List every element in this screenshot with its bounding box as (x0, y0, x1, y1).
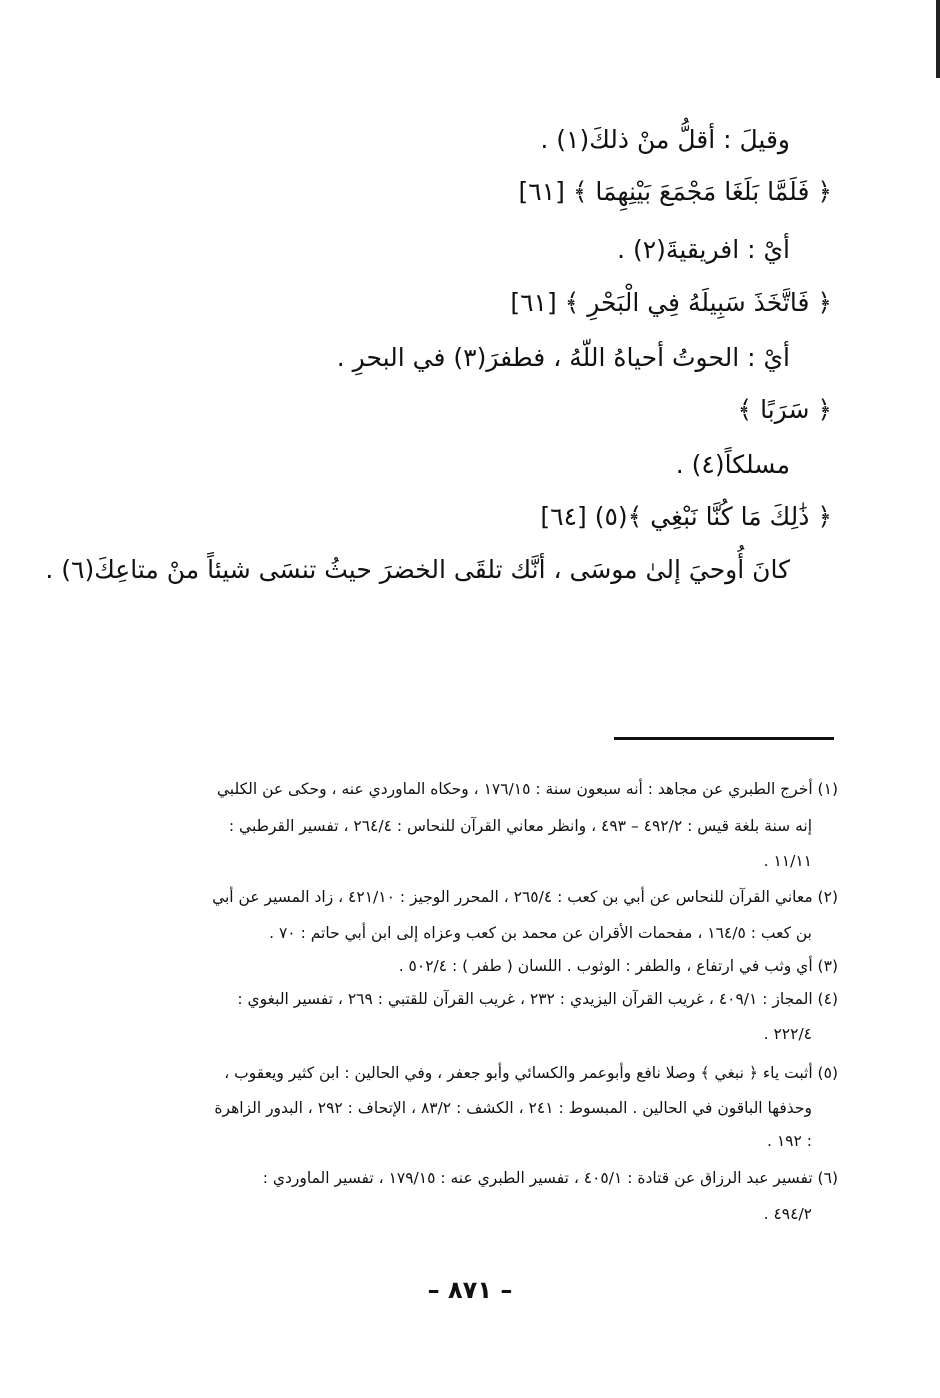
footnote-5-line-1: (٥) أثبت ياء ﴿ نبغي ﴾ وصلا نافع وأبوعمر والكسائي وأبو جعفر ، وفي الحالين : ابن كثير ويعقوب ، (224, 1064, 838, 1082)
footnote-5-line-3: : ١٩٢ . (767, 1132, 812, 1150)
footnote-divider (614, 737, 834, 740)
footnote-6-line-1: (٦) تفسير عبد الرزاق عن قتادة : ٤٠٥/١ ، تفسير الطبري عنه : ١٧٩/١٥ ، تفسير الماوردي : (262, 1169, 838, 1187)
main-line-9: كانَ أُوحيَ إلىٰ موسَى ، أنَّك تلقَى الخضرَ حيثُ تنسَى شيئاً منْ متاعِكَ(٦) . (45, 555, 790, 584)
footnote-3-line-1: (٣) أي وثب في ارتفاع ، والطفر : الوثوب . اللسان ( طفر ) : ٥٠٢/٤ . (398, 957, 838, 975)
footnote-4-line-1: (٤) المجاز : ٤٠٩/١ ، غريب القرآن اليزيدي : ٢٣٢ ، غريب القرآن للقتبي : ٢٦٩ ، تفسير البغوي : (237, 990, 838, 1008)
footnote-2-line-2: بن كعب : ١٦٤/٥ ، مفحمات الأقران عن محمد بن كعب وعزاه إلى ابن أبي حاتم : ٧٠ . (269, 924, 812, 942)
main-line-3: أيْ : افريقيةَ(٢) . (617, 235, 790, 264)
footnote-1-line-2: إنه سنة بلغة قيس : ٤٩٢/٢ – ٤٩٣ ، وانظر معاني القرآن للنحاس : ٢٦٤/٤ ، تفسير القرطبي : (228, 817, 812, 835)
main-line-8: ﴿ ذَٰلِكَ مَا كُنَّا نَبْغِي ﴾(٥) [٦٤] (540, 502, 832, 531)
footnote-1-line-1: (١) أخرج الطبري عن مجاهد : أنه سبعون سنة : ١٧٦/١٥ ، وحكاه الماوردي عنه ، وحكى عن الكلبي (216, 780, 838, 798)
footnote-2-line-1: (٢) معاني القرآن للنحاس عن أبي بن كعب : ٢٦٥/٤ ، المحرر الوجيز : ٤٢١/١٠ ، زاد المسير عن أبي (212, 888, 838, 906)
main-line-7: مسلكاً(٤) . (675, 450, 790, 479)
footnote-4-line-2: ٢٢٢/٤ . (763, 1025, 812, 1043)
page-edge-shadow (936, 0, 940, 78)
main-line-1: وقيلَ : أقلُّ منْ ذلكَ(١) . (540, 125, 790, 154)
main-line-5: أيْ : الحوتُ أحياهُ اللّهُ ، فطفرَ(٣) في البحرِ . (336, 343, 790, 372)
footnote-1-line-3: ١١/١١ . (763, 852, 812, 870)
footnote-5-line-2: وحذفها الباقون في الحالين . المبسوط : ٢٤١ ، الكشف : ٨٣/٢ ، الإتحاف : ٢٩٢ ، البدور الزاهرة (214, 1099, 812, 1117)
footnote-6-line-2: ٤٩٤/٢ . (763, 1205, 812, 1223)
main-line-4: ﴿ فَاتَّخَذَ سَبِيلَهُ فِي الْبَحْرِ ﴾ [٦١] (510, 288, 832, 317)
page-number: – ٨٧١ – (427, 1276, 513, 1304)
main-line-2: ﴿ فَلَمَّا بَلَغَا مَجْمَعَ بَيْنِهِمَا ﴾ [٦١] (518, 177, 832, 206)
main-line-6: ﴿ سَرَبًا ﴾ (737, 395, 832, 424)
